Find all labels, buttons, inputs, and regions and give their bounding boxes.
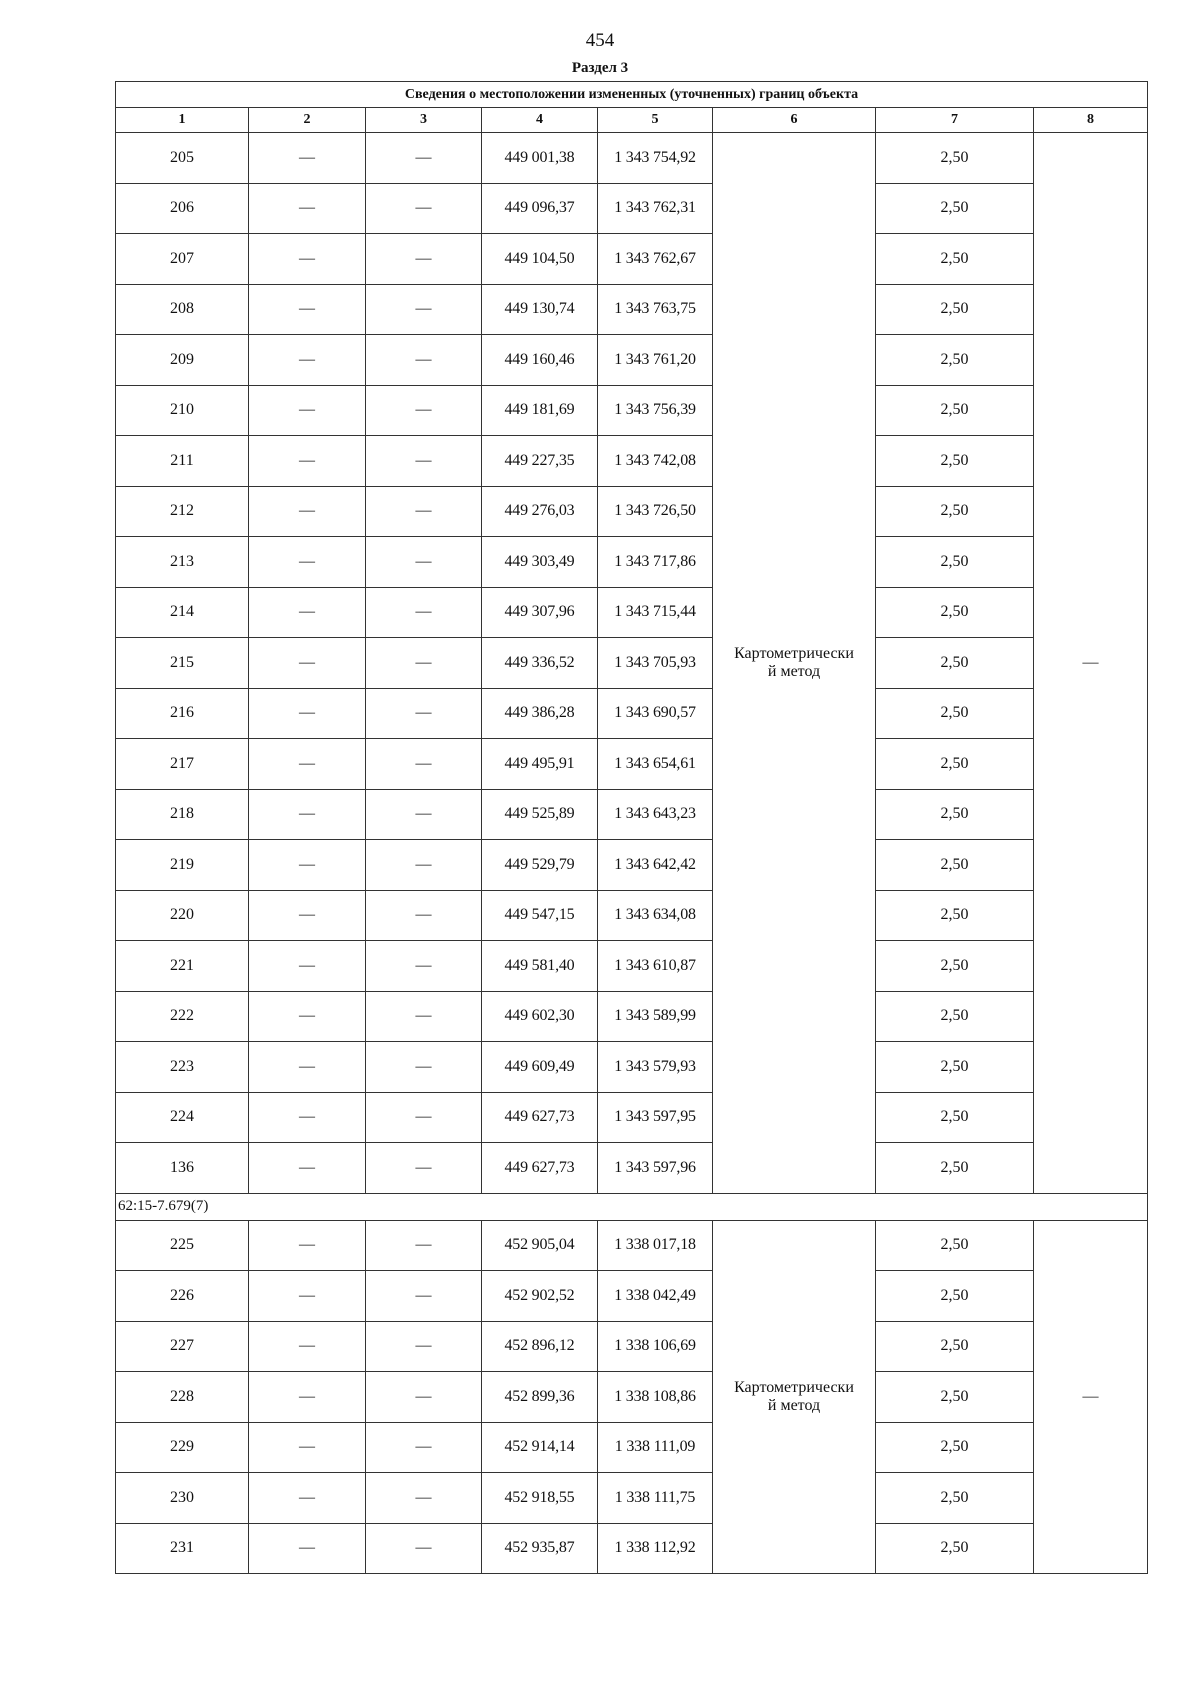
col3-value: — [366, 1321, 482, 1372]
table-row [116, 1220, 1148, 1271]
col3-value: — [366, 436, 482, 487]
accuracy-value: 2,50 [876, 486, 1034, 537]
subheader-row [116, 1193, 1148, 1220]
accuracy-value: 2,50 [876, 840, 1034, 891]
col2-value: — [249, 1220, 366, 1271]
y-coordinate: 1 343 690,57 [598, 688, 713, 739]
col2-value: — [249, 1271, 366, 1322]
col3-value: — [366, 133, 482, 184]
x-coordinate: 452 914,14 [482, 1422, 598, 1473]
y-coordinate: 1 343 597,95 [598, 1092, 713, 1143]
col2-value: — [249, 739, 366, 790]
col2-value: — [249, 385, 366, 436]
accuracy-value: 2,50 [876, 385, 1034, 436]
table-row [116, 840, 1148, 891]
y-coordinate: 1 338 108,86 [598, 1372, 713, 1423]
col2-value: — [249, 1042, 366, 1093]
method-cell: Картометрически й метод [713, 1220, 876, 1574]
column-number: 3 [366, 108, 482, 133]
y-coordinate: 1 343 762,67 [598, 234, 713, 285]
table-row [116, 1042, 1148, 1093]
col3-value: — [366, 991, 482, 1042]
col3-value: — [366, 537, 482, 588]
accuracy-value: 2,50 [876, 183, 1034, 234]
table-row [116, 284, 1148, 335]
point-number: 215 [116, 638, 249, 689]
col2-value: — [249, 789, 366, 840]
col2-value: — [249, 1473, 366, 1524]
col2-value: — [249, 638, 366, 689]
col3-value: — [366, 183, 482, 234]
point-number: 225 [116, 1220, 249, 1271]
col3-value: — [366, 1143, 482, 1194]
x-coordinate: 449 386,28 [482, 688, 598, 739]
accuracy-value: 2,50 [876, 1143, 1034, 1194]
x-coordinate: 449 276,03 [482, 486, 598, 537]
col2-value: — [249, 284, 366, 335]
table-row [116, 638, 1148, 689]
x-coordinate: 449 602,30 [482, 991, 598, 1042]
col3-value: — [366, 335, 482, 386]
accuracy-value: 2,50 [876, 1092, 1034, 1143]
col3-value: — [366, 1523, 482, 1574]
x-coordinate: 449 609,49 [482, 1042, 598, 1093]
point-number: 223 [116, 1042, 249, 1093]
x-coordinate: 449 336,52 [482, 638, 598, 689]
y-coordinate: 1 343 654,61 [598, 739, 713, 790]
table-row [116, 890, 1148, 941]
x-coordinate: 452 905,04 [482, 1220, 598, 1271]
col3-value: — [366, 638, 482, 689]
accuracy-value: 2,50 [876, 1321, 1034, 1372]
y-coordinate: 1 343 610,87 [598, 941, 713, 992]
table-row [116, 1523, 1148, 1574]
x-coordinate: 449 529,79 [482, 840, 598, 891]
point-number: 220 [116, 890, 249, 941]
col2-value: — [249, 133, 366, 184]
y-coordinate: 1 343 763,75 [598, 284, 713, 335]
x-coordinate: 449 525,89 [482, 789, 598, 840]
y-coordinate: 1 343 742,08 [598, 436, 713, 487]
col3-value: — [366, 1042, 482, 1093]
y-coordinate: 1 343 754,92 [598, 133, 713, 184]
point-number: 219 [116, 840, 249, 891]
x-coordinate: 452 899,36 [482, 1372, 598, 1423]
accuracy-value: 2,50 [876, 1042, 1034, 1093]
point-number: 228 [116, 1372, 249, 1423]
point-number: 210 [116, 385, 249, 436]
y-coordinate: 1 343 597,96 [598, 1143, 713, 1194]
table-row [116, 385, 1148, 436]
column-number: 4 [482, 108, 598, 133]
table-row [116, 436, 1148, 487]
y-coordinate: 1 338 111,75 [598, 1473, 713, 1524]
point-number: 230 [116, 1473, 249, 1524]
x-coordinate: 449 627,73 [482, 1092, 598, 1143]
y-coordinate: 1 343 643,23 [598, 789, 713, 840]
accuracy-value: 2,50 [876, 739, 1034, 790]
table-row [116, 486, 1148, 537]
accuracy-value: 2,50 [876, 133, 1034, 184]
table-row [116, 1092, 1148, 1143]
point-number: 216 [116, 688, 249, 739]
accuracy-value: 2,50 [876, 688, 1034, 739]
table-row [116, 789, 1148, 840]
col2-value: — [249, 991, 366, 1042]
point-number: 229 [116, 1422, 249, 1473]
y-coordinate: 1 343 634,08 [598, 890, 713, 941]
col2-value: — [249, 941, 366, 992]
col2-value: — [249, 183, 366, 234]
accuracy-value: 2,50 [876, 789, 1034, 840]
y-coordinate: 1 338 017,18 [598, 1220, 713, 1271]
accuracy-value: 2,50 [876, 890, 1034, 941]
col3-value: — [366, 890, 482, 941]
column-number: 5 [598, 108, 713, 133]
table-title: Сведения о местоположении измененных (уточненных) границ объекта [116, 82, 1148, 108]
accuracy-value: 2,50 [876, 1372, 1034, 1423]
point-number: 208 [116, 284, 249, 335]
point-number: 206 [116, 183, 249, 234]
point-number: 226 [116, 1271, 249, 1322]
point-number: 227 [116, 1321, 249, 1372]
table-row [116, 133, 1148, 184]
table-row [116, 335, 1148, 386]
x-coordinate: 449 627,73 [482, 1143, 598, 1194]
section-title: Раздел 3 [571, 60, 629, 76]
point-number: 207 [116, 234, 249, 285]
x-coordinate: 449 307,96 [482, 587, 598, 638]
table-row [116, 234, 1148, 285]
x-coordinate: 449 227,35 [482, 436, 598, 487]
x-coordinate: 452 935,87 [482, 1523, 598, 1574]
col3-value: — [366, 1271, 482, 1322]
table-row [116, 1271, 1148, 1322]
col3-value: — [366, 587, 482, 638]
cadastral-subheader: 62:15-7.679(7) [116, 1193, 1148, 1220]
point-number: 205 [116, 133, 249, 184]
point-number: 212 [116, 486, 249, 537]
y-coordinate: 1 343 761,20 [598, 335, 713, 386]
table-row [116, 739, 1148, 790]
col2-value: — [249, 486, 366, 537]
x-coordinate: 449 160,46 [482, 335, 598, 386]
point-number: 209 [116, 335, 249, 386]
x-coordinate: 449 303,49 [482, 537, 598, 588]
y-coordinate: 1 343 762,31 [598, 183, 713, 234]
accuracy-value: 2,50 [876, 436, 1034, 487]
col3-value: — [366, 486, 482, 537]
table-row [116, 991, 1148, 1042]
table-row [116, 587, 1148, 638]
table-row [116, 1473, 1148, 1524]
col2-value: — [249, 890, 366, 941]
y-coordinate: 1 343 579,93 [598, 1042, 713, 1093]
point-number: 221 [116, 941, 249, 992]
column-number: 7 [876, 108, 1034, 133]
accuracy-value: 2,50 [876, 1220, 1034, 1271]
y-coordinate: 1 343 756,39 [598, 385, 713, 436]
method-cell: Картометрически й метод [713, 133, 876, 1194]
x-coordinate: 449 130,74 [482, 284, 598, 335]
table-row [116, 537, 1148, 588]
column-number: 6 [713, 108, 876, 133]
col3-value: — [366, 840, 482, 891]
x-coordinate: 449 547,15 [482, 890, 598, 941]
col3-value: — [366, 739, 482, 790]
table-row [116, 1372, 1148, 1423]
accuracy-value: 2,50 [876, 537, 1034, 588]
col2-value: — [249, 840, 366, 891]
col3-value: — [366, 1372, 482, 1423]
col3-value: — [366, 385, 482, 436]
col2-value: — [249, 537, 366, 588]
y-coordinate: 1 338 042,49 [598, 1271, 713, 1322]
col3-value: — [366, 941, 482, 992]
table-row [116, 183, 1148, 234]
col3-value: — [366, 688, 482, 739]
accuracy-value: 2,50 [876, 1523, 1034, 1574]
y-coordinate: 1 338 106,69 [598, 1321, 713, 1372]
x-coordinate: 449 581,40 [482, 941, 598, 992]
column-number: 1 [116, 108, 249, 133]
accuracy-value: 2,50 [876, 284, 1034, 335]
col2-value: — [249, 1372, 366, 1423]
point-number: 211 [116, 436, 249, 487]
table-row [116, 688, 1148, 739]
x-coordinate: 452 902,52 [482, 1271, 598, 1322]
col2-value: — [249, 1523, 366, 1574]
y-coordinate: 1 343 715,44 [598, 587, 713, 638]
col2-value: — [249, 1321, 366, 1372]
col3-value: — [366, 1422, 482, 1473]
accuracy-value: 2,50 [876, 587, 1034, 638]
y-coordinate: 1 343 705,93 [598, 638, 713, 689]
point-number: 213 [116, 537, 249, 588]
point-number: 217 [116, 739, 249, 790]
col2-value: — [249, 587, 366, 638]
col3-value: — [366, 1473, 482, 1524]
y-coordinate: 1 343 726,50 [598, 486, 713, 537]
point-number: 222 [116, 991, 249, 1042]
y-coordinate: 1 343 589,99 [598, 991, 713, 1042]
point-number: 218 [116, 789, 249, 840]
y-coordinate: 1 343 717,86 [598, 537, 713, 588]
point-number: 214 [116, 587, 249, 638]
y-coordinate: 1 338 111,09 [598, 1422, 713, 1473]
x-coordinate: 449 001,38 [482, 133, 598, 184]
col8-cell: — [1034, 1220, 1148, 1574]
col8-cell: — [1034, 133, 1148, 1194]
x-coordinate: 449 104,50 [482, 234, 598, 285]
col2-value: — [249, 1143, 366, 1194]
y-coordinate: 1 338 112,92 [598, 1523, 713, 1574]
col3-value: — [366, 284, 482, 335]
accuracy-value: 2,50 [876, 234, 1034, 285]
col2-value: — [249, 688, 366, 739]
col3-value: — [366, 789, 482, 840]
x-coordinate: 452 896,12 [482, 1321, 598, 1372]
accuracy-value: 2,50 [876, 335, 1034, 386]
column-number-row [116, 108, 1148, 133]
point-number: 136 [116, 1143, 249, 1194]
y-coordinate: 1 343 642,42 [598, 840, 713, 891]
col2-value: — [249, 1092, 366, 1143]
accuracy-value: 2,50 [876, 1473, 1034, 1524]
col2-value: — [249, 436, 366, 487]
accuracy-value: 2,50 [876, 991, 1034, 1042]
table-row [116, 941, 1148, 992]
table-title-row [116, 82, 1148, 108]
col2-value: — [249, 335, 366, 386]
accuracy-value: 2,50 [876, 1422, 1034, 1473]
accuracy-value: 2,50 [876, 941, 1034, 992]
col3-value: — [366, 1092, 482, 1143]
table-row [116, 1321, 1148, 1372]
page-number: 454 [585, 30, 615, 51]
col2-value: — [249, 1422, 366, 1473]
boundary-table [115, 81, 1148, 1574]
point-number: 224 [116, 1092, 249, 1143]
x-coordinate: 452 918,55 [482, 1473, 598, 1524]
accuracy-value: 2,50 [876, 638, 1034, 689]
table-row [116, 1143, 1148, 1194]
col3-value: — [366, 234, 482, 285]
accuracy-value: 2,50 [876, 1271, 1034, 1322]
x-coordinate: 449 495,91 [482, 739, 598, 790]
col2-value: — [249, 234, 366, 285]
table-row [116, 1422, 1148, 1473]
col3-value: — [366, 1220, 482, 1271]
x-coordinate: 449 096,37 [482, 183, 598, 234]
point-number: 231 [116, 1523, 249, 1574]
column-number: 8 [1034, 108, 1148, 133]
column-number: 2 [249, 108, 366, 133]
x-coordinate: 449 181,69 [482, 385, 598, 436]
